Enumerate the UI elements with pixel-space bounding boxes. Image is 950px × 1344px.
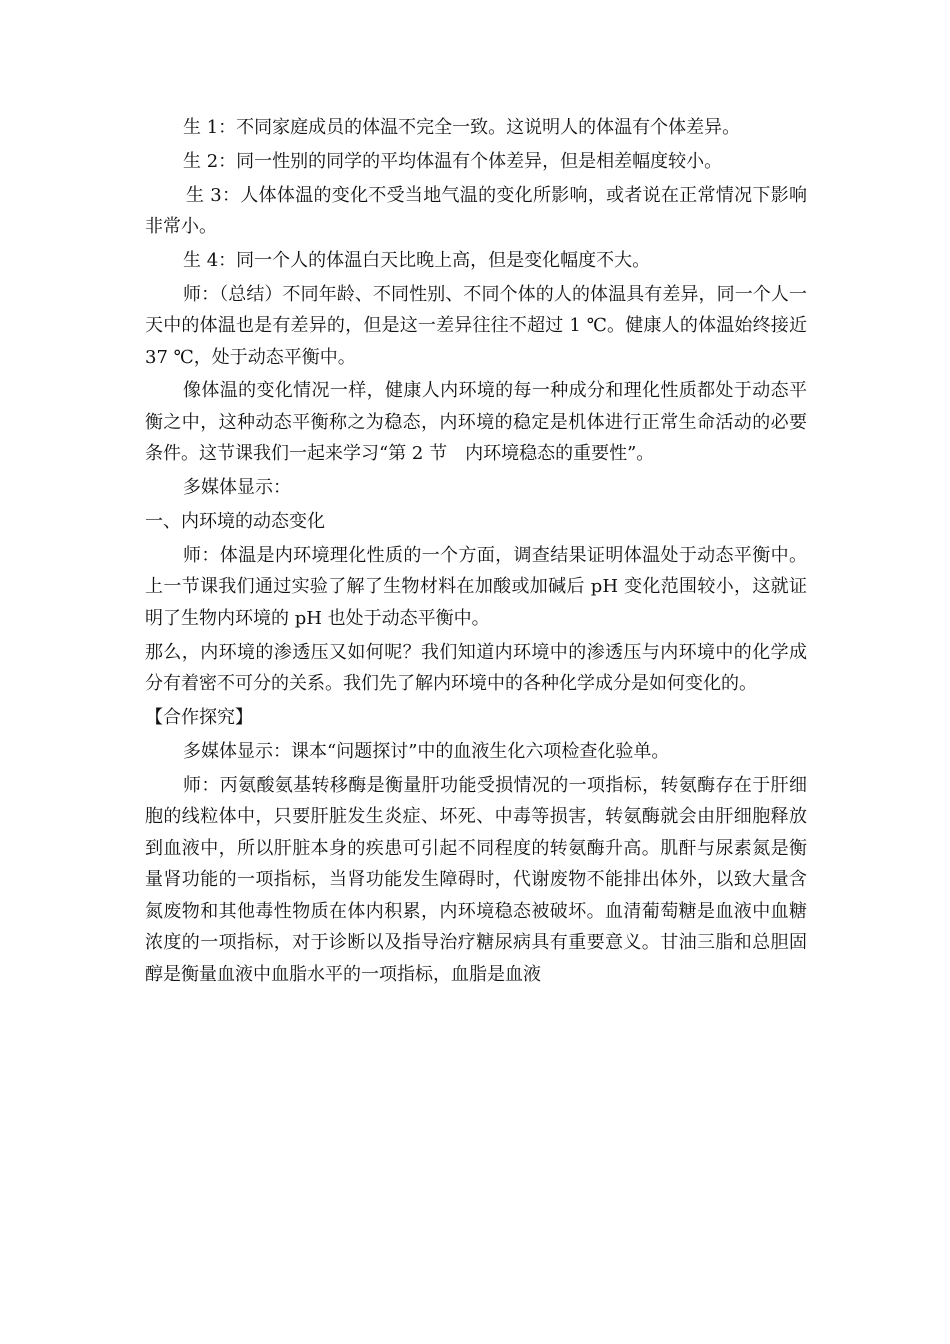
paragraph-homeostasis-intro: 像体温的变化情况一样，健康人内环境的每一种成分和理化性质都处于动态平衡之中，这种动态平衡称之为稳态，内环境的稳定是机体进行正常生命活动的必要条件。这节课我们一起来学习“第 2 节 内环境稳态的重要性”。 (145, 380, 807, 465)
paragraph-osmotic-pressure: 那么，内环境的渗透压又如何呢？我们知道内环境中的渗透压与内环境中的化学成分有着密不可分的关系。我们先了解内环境中的各种化学成分是如何变化的。 (145, 641, 807, 695)
paragraph-teacher-indicators: 师：丙氨酸氨基转移酶是衡量肝功能受损情况的一项指标，转氨酶存在于肝细胞的线粒体中，只要肝脏发生炎症、坏死、中毒等损害，转氨酶就会由肝细胞释放到血液中，所以肝脏本身的疾患可引起不同程度的转氨酶升高。肌酐与尿素氮是衡量肾功能的一项指标，当肾功能发生障碍时，代谢废物不能排出体外，以致大量含氮废物和其他毒性物质在体内积累，内环境稳态被破坏。血清葡萄糖是血液中血糖浓度的一项指标，对于诊断以及指导治疗糖尿病具有重要意义。甘油三脂和总胆固醇是衡量血液中血脂水平的一项指标，血脂是血液 (145, 774, 807, 985)
heading-cooperative-inquiry: 【合作探究】 (145, 706, 253, 728)
paragraph-multimedia-lab-report: 多媒体显示：课本“问题探讨”中的血液生化六项检查化验单。 (183, 740, 670, 762)
paragraph-student-4: 生 4：同一个人的体温白天比晚上高，但是变化幅度不大。 (183, 249, 651, 271)
section-heading-dynamic-changes: 一、内环境的动态变化 (145, 511, 325, 533)
paragraph-multimedia-label: 多媒体显示： (183, 477, 291, 499)
paragraph-student-3: 生 3：人体体温的变化不受当地气温的变化所影响，或者说在正常情况下影响非常小。 (145, 184, 807, 238)
paragraph-student-2: 生 2：同一性别的同学的平均体温有个体差异，但是相差幅度较小。 (183, 150, 723, 172)
document-page (145, 112, 807, 992)
paragraph-student-1: 生 1：不同家庭成员的体温不完全一致。这说明人的体温有个体差异。 (183, 117, 741, 138)
paragraph-teacher-summary: 师：（总结）不同年龄、不同性别、不同个体的人的体温具有差异，同一个人一天中的体温也是有差异的，但是这一差异往往不超过 1 ℃。健康人的体温始终接近 37 ℃，处于动态平衡中。 (145, 283, 807, 368)
paragraph-teacher-body-temperature: 师：体温是内环境理化性质的一个方面，调查结果证明体温处于动态平衡中。上一节课我们通过实验了解了生物材料在加酸或加碱后 pH 变化范围较小，这就证明了生物内环境的 pH 也处于动态平衡中。 (145, 544, 807, 629)
